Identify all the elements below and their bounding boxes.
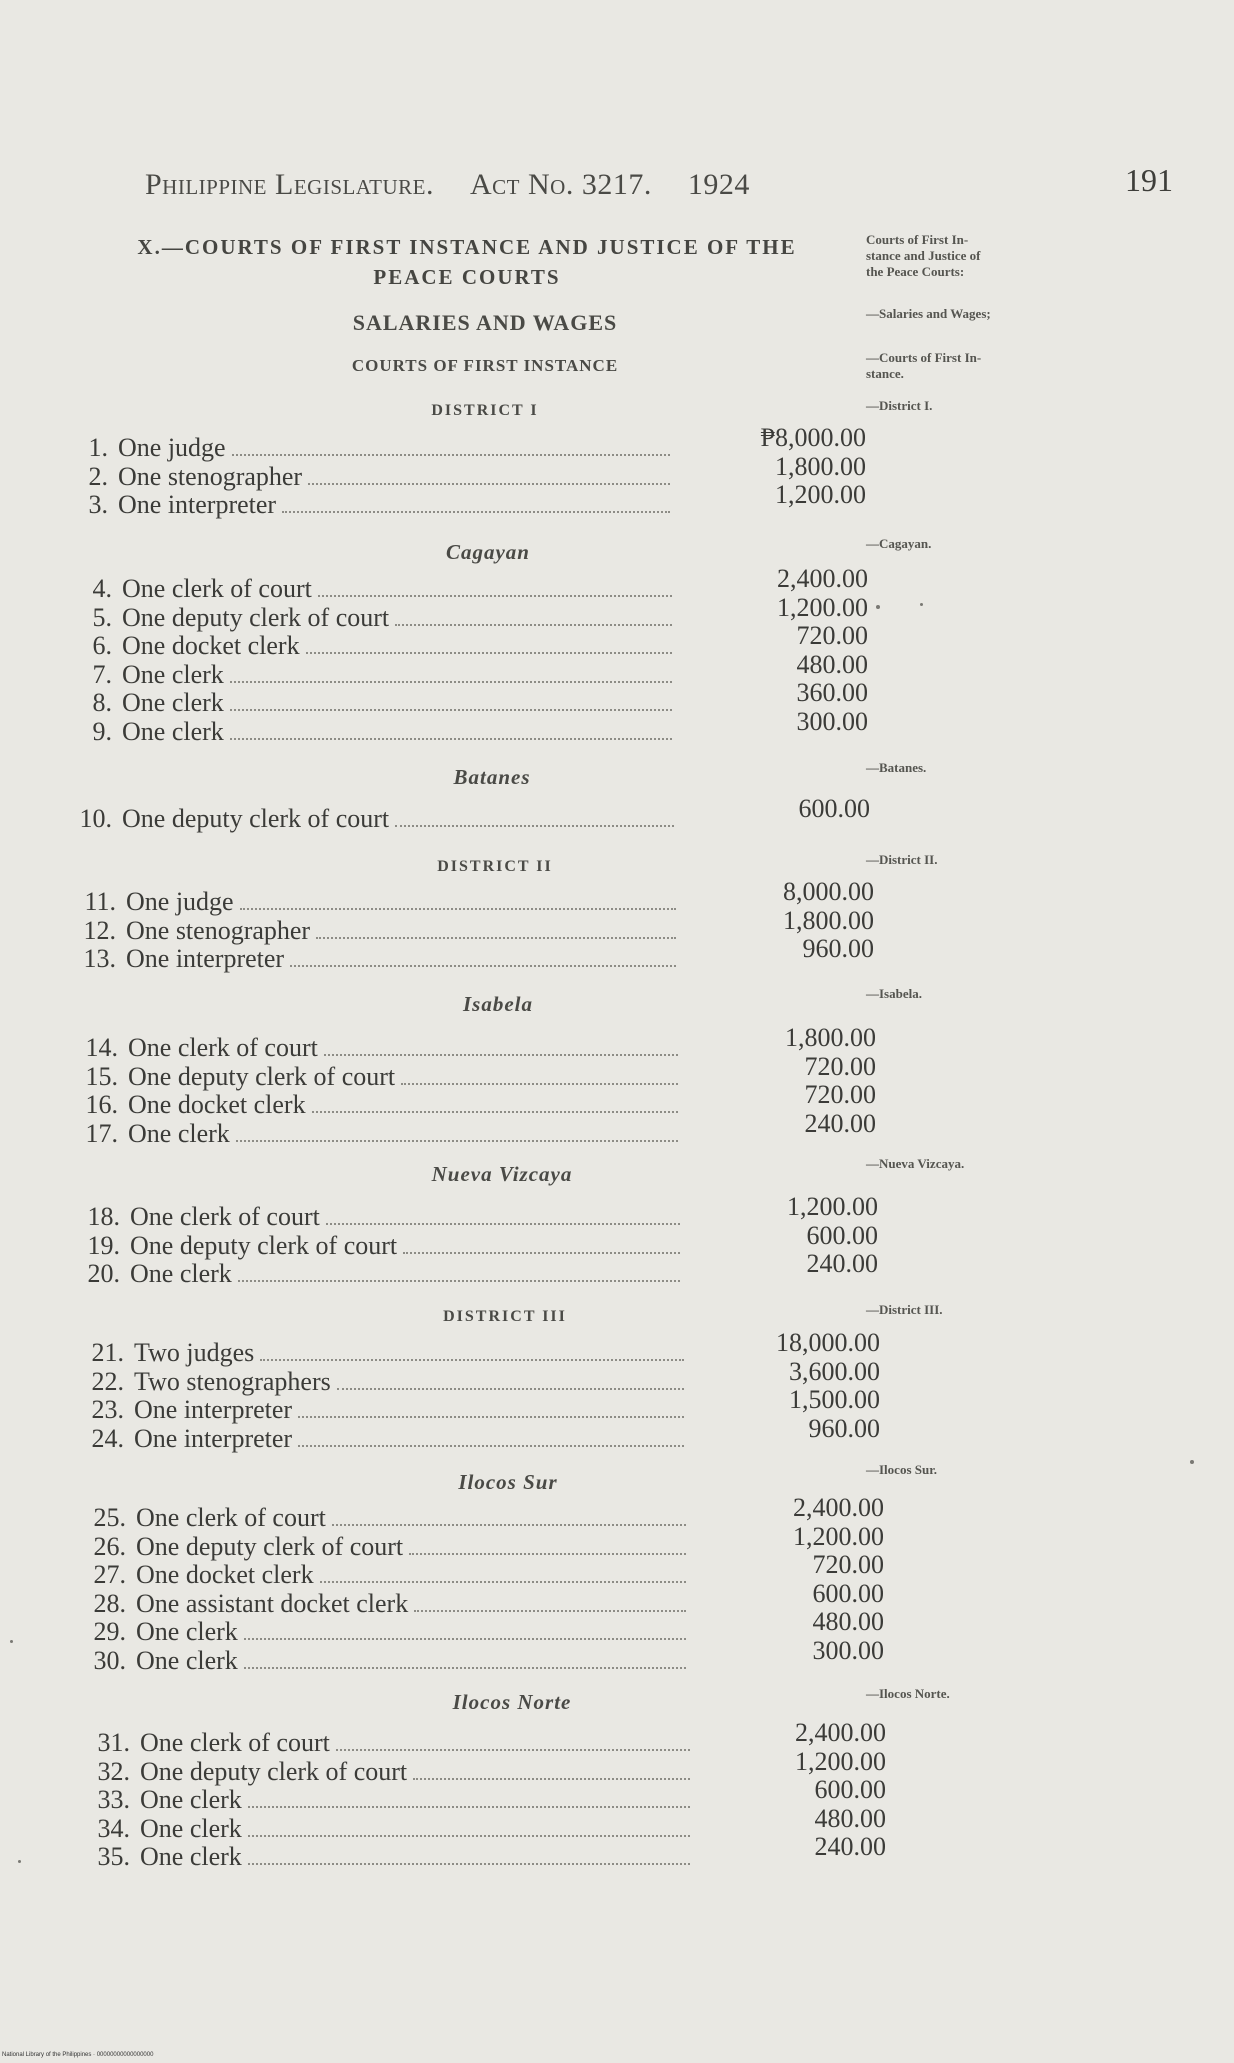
- salary-entry: [78, 1192, 878, 1232]
- entry-number: 21.: [91, 1338, 124, 1367]
- entry-description: One judge: [126, 887, 234, 916]
- entry-description: One docket clerk: [128, 1090, 306, 1119]
- salary-entry: [82, 1328, 880, 1368]
- entry-amount: 1,200.00: [787, 1192, 878, 1221]
- entry-description: One clerk of court: [122, 574, 312, 603]
- heading-nueva-vizcaya: Nueva Vizcaya: [431, 1162, 573, 1186]
- entry-number: 6.: [92, 631, 112, 660]
- scan-footer: National Library of the Philippines · 00000000000000000: [2, 2052, 154, 2058]
- margin-note-line: —Courts of First In-: [866, 350, 982, 365]
- salary-entry: [74, 934, 874, 974]
- entry-description: One stenographer: [126, 915, 311, 945]
- entry-description: One clerk: [122, 716, 224, 746]
- entry-number: 12.: [83, 915, 116, 945]
- entry-group: [76, 1023, 876, 1148]
- entry-description: One clerk of court: [140, 1728, 330, 1757]
- entry-amount: 2,400.00: [795, 1718, 886, 1747]
- leader-dots: [248, 1786, 690, 1808]
- margin-note-line: Courts of First In-: [866, 232, 969, 247]
- margin-note-nueva-vizcaya: —Nueva Vizcaya.: [866, 1156, 965, 1171]
- entry-description: One stenographer: [118, 461, 303, 491]
- margin-note-ilocos-norte: —Ilocos Norte.: [866, 1686, 950, 1701]
- entry-description: One deputy clerk of court: [128, 1061, 396, 1091]
- entry-amount: 1,200.00: [775, 480, 866, 509]
- leader-dots: [244, 1618, 686, 1640]
- entry-description: One deputy clerk of court: [122, 804, 390, 833]
- entry-amount: 240.00: [804, 1108, 876, 1138]
- entry-amount: 720.00: [812, 1550, 884, 1579]
- salary-entry: [70, 621, 868, 661]
- entry-group: [84, 1493, 884, 1675]
- entry-number: 4.: [92, 574, 112, 603]
- scan-speck: [876, 605, 880, 609]
- entry-amount: 240.00: [814, 1832, 886, 1861]
- scan-speck: [10, 1640, 13, 1643]
- salary-entry: [70, 649, 868, 690]
- margin-note-district-1: —District I.: [866, 398, 933, 413]
- cfi-heading: COURTS OF FIRST INSTANCE: [351, 356, 619, 375]
- margin-note-line: the Peace Courts:: [866, 264, 965, 279]
- salary-entry: [88, 1718, 886, 1758]
- entry-number: 32.: [97, 1756, 130, 1786]
- entry-description: One clerk: [128, 1118, 230, 1148]
- leader-dots: [326, 1203, 680, 1225]
- salary-entry: [74, 877, 874, 917]
- entry-description: One judge: [118, 433, 226, 462]
- entry-amount: 2,400.00: [793, 1493, 884, 1522]
- salary-entry: [84, 1550, 884, 1590]
- leader-dots: [308, 463, 670, 485]
- entry-description: One deputy clerk of court: [140, 1756, 408, 1786]
- salary-entry: [84, 1493, 884, 1533]
- entry-number: 2.: [88, 461, 108, 491]
- entry-description: One clerk: [140, 1785, 242, 1814]
- entry-number: 3.: [88, 490, 108, 519]
- heading-ilocos-norte: Ilocos Norte: [452, 1690, 572, 1714]
- salary-entry: [66, 423, 866, 463]
- leader-dots: [306, 632, 672, 654]
- entry-amount: 1,800.00: [783, 905, 874, 935]
- entry-description: One clerk: [140, 1842, 242, 1871]
- leader-dots: [395, 805, 674, 827]
- entry-number: 16.: [85, 1090, 118, 1119]
- running-head-act: Act No. 3217.: [470, 168, 652, 201]
- entry-description: One docket clerk: [122, 631, 300, 660]
- leader-dots: [414, 1590, 686, 1612]
- scan-speck: [920, 603, 923, 606]
- entry-description: One deputy clerk of court: [130, 1230, 398, 1260]
- entry-amount: 1,800.00: [785, 1023, 876, 1052]
- entry-description: One deputy clerk of court: [122, 602, 390, 632]
- entry-amount: 600.00: [806, 1220, 878, 1250]
- leader-dots: [298, 1425, 684, 1447]
- salary-entry: [84, 1635, 884, 1676]
- scan-speck: [1190, 1460, 1194, 1464]
- salary-entry: [82, 1413, 880, 1454]
- margin-note-cagayan: —Cagayan.: [866, 536, 932, 551]
- salary-entry: [78, 1249, 878, 1289]
- entry-description: One interpreter: [134, 1423, 293, 1453]
- salary-entry: [70, 706, 868, 747]
- entry-description: One clerk of court: [130, 1202, 320, 1231]
- entry-number: 26.: [93, 1531, 126, 1561]
- entry-number: 29.: [93, 1617, 126, 1646]
- leader-dots: [290, 945, 676, 967]
- entry-number: 11.: [84, 887, 116, 916]
- salary-entry: [84, 1521, 884, 1562]
- entry-description: One clerk: [130, 1259, 232, 1288]
- leader-dots: [336, 1729, 690, 1751]
- salary-entry: [70, 794, 870, 834]
- entry-description: One interpreter: [134, 1395, 293, 1424]
- entry-number: 25.: [93, 1503, 126, 1532]
- entry-number: 30.: [93, 1645, 126, 1675]
- entry-amount: 600.00: [812, 1578, 884, 1608]
- entry-number: 28.: [93, 1588, 126, 1618]
- leader-dots: [312, 1091, 678, 1113]
- entry-number: 18.: [87, 1202, 120, 1231]
- leader-dots: [403, 1232, 680, 1254]
- salary-entry: [84, 1578, 884, 1619]
- heading-district-3: DISTRICT III: [443, 1308, 567, 1325]
- entry-number: 31.: [97, 1728, 130, 1757]
- leader-dots: [240, 888, 676, 910]
- entry-amount: 300.00: [812, 1635, 884, 1665]
- salary-entry: [88, 1832, 886, 1872]
- entry-number: 14.: [85, 1033, 118, 1062]
- entry-amount: 600.00: [798, 794, 870, 823]
- entry-amount: 720.00: [796, 621, 868, 650]
- leader-dots: [236, 1120, 678, 1142]
- salary-entry: [88, 1775, 886, 1815]
- entry-description: One clerk: [122, 659, 224, 689]
- entry-number: 34.: [97, 1813, 130, 1843]
- leader-dots: [324, 1034, 678, 1056]
- entry-amount: 960.00: [802, 934, 874, 963]
- salary-entry: [82, 1356, 880, 1397]
- leader-dots: [401, 1063, 678, 1085]
- heading-isabela: Isabela: [463, 992, 533, 1016]
- leader-dots: [318, 575, 672, 597]
- salary-entry: [76, 1023, 876, 1063]
- entry-description: One deputy clerk of court: [136, 1531, 404, 1561]
- leader-dots: [248, 1843, 690, 1865]
- entry-number: 17.: [85, 1118, 118, 1148]
- margin-note-line: stance.: [866, 366, 904, 381]
- salary-entry: [76, 1080, 876, 1120]
- entry-amount: 360.00: [796, 678, 868, 707]
- margin-note-cfi: [866, 350, 1076, 382]
- entry-amount: 960.00: [808, 1413, 880, 1443]
- entry-amount: 18,000.00: [776, 1328, 880, 1357]
- page-number: 191: [1125, 162, 1173, 198]
- entry-amount: 720.00: [804, 1051, 876, 1081]
- entry-description: Two judges: [134, 1338, 255, 1367]
- leader-dots: [332, 1504, 686, 1526]
- entry-number: 22.: [91, 1366, 124, 1396]
- leader-dots: [232, 434, 670, 456]
- salary-entry: [82, 1385, 880, 1425]
- entry-group: [74, 877, 874, 974]
- leader-dots: [230, 689, 672, 711]
- entry-description: One clerk of court: [136, 1503, 326, 1532]
- leader-dots: [238, 1260, 680, 1282]
- salaries-heading: SALARIES AND WAGES: [352, 310, 618, 335]
- entry-description: One clerk: [122, 688, 224, 717]
- entry-description: Two stenographers: [134, 1366, 331, 1396]
- entry-group: [88, 1718, 886, 1872]
- entry-amount: 480.00: [796, 649, 868, 679]
- entry-amount: 600.00: [814, 1775, 886, 1804]
- leader-dots: [282, 491, 670, 513]
- margin-note-line: stance and Justice of: [866, 248, 981, 263]
- salary-entry: [70, 564, 868, 604]
- entry-amount: 1,200.00: [777, 592, 868, 622]
- leader-dots: [230, 718, 672, 740]
- leader-dots: [320, 1561, 686, 1583]
- entry-amount: 240.00: [806, 1249, 878, 1278]
- margin-note-ilocos-sur: —Ilocos Sur.: [866, 1462, 938, 1477]
- heading-district-2: DISTRICT II: [437, 858, 553, 875]
- entry-amount: 1,800.00: [775, 451, 866, 481]
- entry-group: [70, 564, 868, 746]
- heading-batanes: Batanes: [453, 765, 531, 789]
- entry-description: One docket clerk: [136, 1560, 314, 1589]
- entry-description: One interpreter: [126, 944, 285, 973]
- salary-entry: [88, 1803, 886, 1844]
- entry-amount: 480.00: [812, 1607, 884, 1636]
- entry-amount: 3,600.00: [789, 1356, 880, 1386]
- entry-description: One clerk: [136, 1617, 238, 1646]
- entry-group: [82, 1328, 880, 1453]
- salary-entry: [74, 905, 874, 946]
- entry-amount: 720.00: [804, 1080, 876, 1109]
- entry-description: One clerk: [136, 1645, 238, 1675]
- section-title-line1: X.—COURTS OF FIRST INSTANCE AND JUSTICE OF THE: [137, 235, 797, 259]
- entry-number: 5.: [92, 602, 112, 632]
- leader-dots: [248, 1815, 690, 1837]
- leader-dots: [413, 1758, 690, 1780]
- entry-amount: 300.00: [796, 706, 868, 736]
- entry-group: [78, 1192, 878, 1289]
- heading-cagayan: Cagayan: [445, 540, 530, 564]
- entry-amount: ₱8,000.00: [760, 423, 866, 452]
- leader-dots: [316, 917, 676, 939]
- margin-note-salaries: —Salaries and Wages;: [866, 306, 991, 321]
- leader-dots: [260, 1339, 684, 1361]
- entry-description: One clerk: [140, 1813, 242, 1843]
- entry-amount: 1,200.00: [793, 1521, 884, 1551]
- entry-number: 8.: [92, 688, 112, 717]
- entry-number: 7.: [92, 659, 112, 689]
- section-title-line2: PEACE COURTS: [373, 265, 561, 289]
- entry-number: 27.: [93, 1560, 126, 1589]
- salary-entry: [66, 451, 866, 492]
- entry-number: 24.: [91, 1423, 124, 1453]
- running-head-year: 1924: [687, 168, 750, 201]
- entry-amount: 2,400.00: [777, 564, 868, 593]
- heading-ilocos-sur: Ilocos Sur: [458, 1470, 558, 1494]
- entry-number: 33.: [97, 1785, 130, 1814]
- running-head: [145, 168, 778, 202]
- entry-number: 35.: [97, 1842, 130, 1871]
- salary-entry: [76, 1108, 876, 1149]
- entry-amount: 8,000.00: [783, 877, 874, 906]
- leader-dots: [395, 604, 672, 626]
- entry-group: [66, 423, 866, 520]
- entry-number: 13.: [83, 944, 116, 973]
- entry-number: 23.: [91, 1395, 124, 1424]
- scan-speck: [18, 1860, 21, 1863]
- margin-note-batanes: —Batanes.: [866, 760, 927, 775]
- entry-amount: 480.00: [814, 1803, 886, 1833]
- margin-note-district-2: —District II.: [866, 852, 938, 867]
- leader-dots: [409, 1533, 686, 1555]
- salary-entry: [66, 480, 866, 520]
- entry-amount: 1,200.00: [795, 1746, 886, 1776]
- salary-entry: [76, 1051, 876, 1092]
- entry-number: 15.: [85, 1061, 118, 1091]
- leader-dots: [244, 1647, 686, 1669]
- entry-number: 9.: [92, 716, 112, 746]
- heading-district-1: DISTRICT I: [431, 402, 539, 419]
- entry-description: One assistant docket clerk: [136, 1588, 409, 1618]
- entry-number: 20.: [87, 1259, 120, 1288]
- entry-group: [70, 794, 870, 834]
- running-head-legislature: Philippine Legislature.: [145, 168, 434, 201]
- section-title: [72, 232, 862, 292]
- salary-entry: [70, 592, 868, 633]
- salary-entry: [84, 1607, 884, 1647]
- margin-note-district-3: —District III.: [866, 1302, 943, 1317]
- margin-note-courts: [866, 232, 1076, 280]
- entry-amount: 1,500.00: [789, 1385, 880, 1414]
- margin-note-isabela: —Isabela.: [866, 986, 922, 1001]
- salary-entry: [78, 1220, 878, 1261]
- entry-description: One clerk of court: [128, 1033, 318, 1062]
- leader-dots: [298, 1396, 684, 1418]
- entry-number: 10.: [79, 804, 112, 833]
- salary-entry: [70, 678, 868, 718]
- salary-entry: [88, 1746, 886, 1787]
- entry-number: 1.: [88, 433, 108, 462]
- leader-dots: [337, 1368, 684, 1390]
- leader-dots: [230, 661, 672, 683]
- entry-description: One interpreter: [118, 490, 277, 519]
- entry-number: 19.: [87, 1230, 120, 1260]
